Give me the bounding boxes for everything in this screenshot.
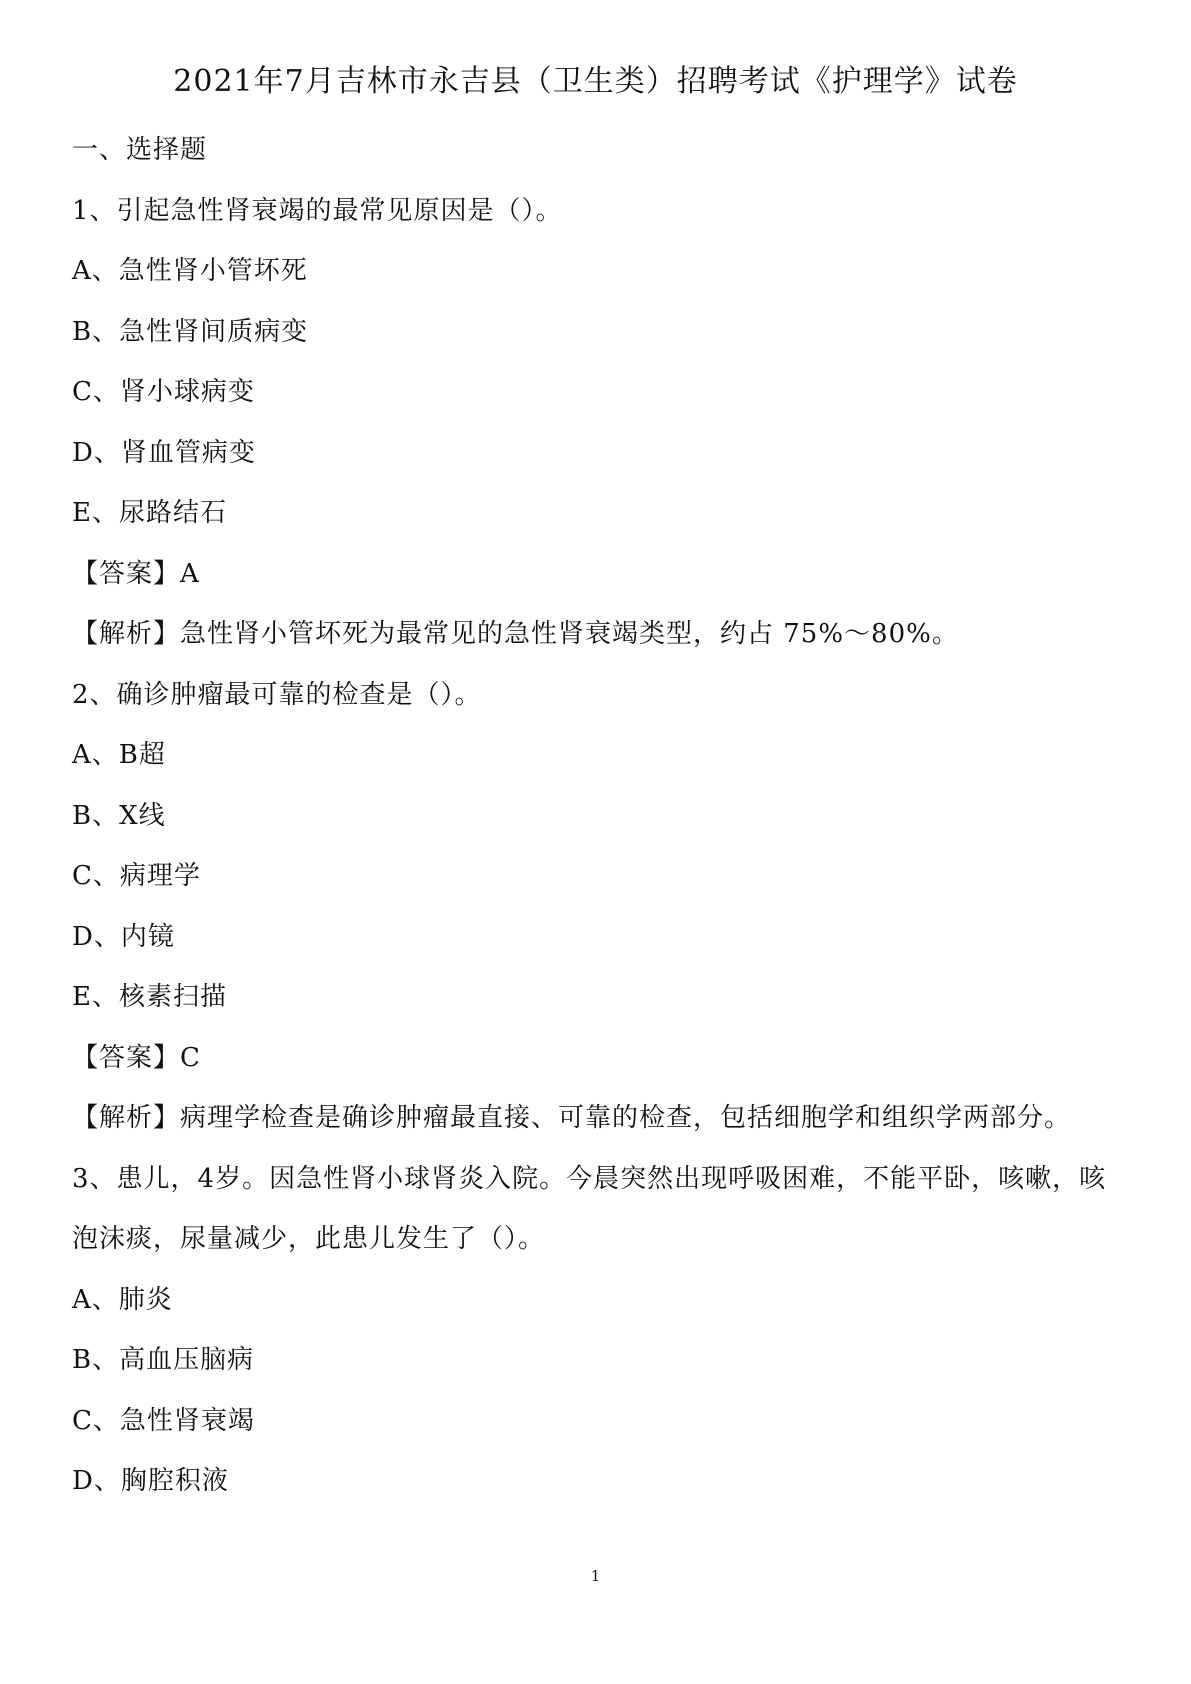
question-option: A、B超 (72, 740, 166, 770)
question-option: B、X线 (72, 800, 166, 831)
question-option: A、肺炎 (72, 1284, 173, 1315)
question-option: D、胸腔积液 (72, 1466, 229, 1496)
question-option: D、内镜 (72, 921, 175, 952)
document-title: 2021年7月吉林市永吉县（卫生类）招聘考试《护理学》试卷 (173, 64, 1018, 99)
question-option: E、核素扫描 (72, 982, 227, 1012)
question-option: B、高血压脑病 (72, 1345, 255, 1375)
question-option: C、肾小球病变 (72, 377, 255, 407)
section-heading: 一、选择题 (72, 135, 208, 165)
question-stem: 2、确诊肿瘤最可靠的检查是（）。 (72, 679, 482, 710)
document-body (72, 120, 1128, 1512)
page-number: 1 (590, 1567, 601, 1585)
question-option: A、急性肾小管坏死 (72, 256, 308, 286)
question-option: D、肾血管病变 (72, 437, 256, 468)
question-option: C、病理学 (72, 861, 201, 891)
question-stem: 3、患儿，4岁。因急性肾小球肾炎入院。今晨突然出现呼吸困难，不能平卧，咳嗽，咳泡沫痰，尿量减少，此患儿发生了（）。 (72, 1163, 1107, 1254)
question-explanation: 【解析】病理学检查是确诊肿瘤最直接、可靠的检查，包括细胞学和组织学两部分。 (72, 1103, 1072, 1133)
question-explanation: 【解析】急性肾小管坏死为最常见的急性肾衰竭类型，约占 75%～80%。 (72, 619, 959, 649)
question-answer: 【答案】C (72, 1042, 201, 1073)
question-option: B、急性肾间质病变 (72, 316, 309, 347)
question-option: E、尿路结石 (72, 498, 227, 528)
question-stem: 1、引起急性肾衰竭的最常见原因是（）。 (72, 195, 563, 226)
question-answer: 【答案】A (72, 558, 200, 589)
question-option: C、急性肾衰竭 (72, 1405, 255, 1436)
